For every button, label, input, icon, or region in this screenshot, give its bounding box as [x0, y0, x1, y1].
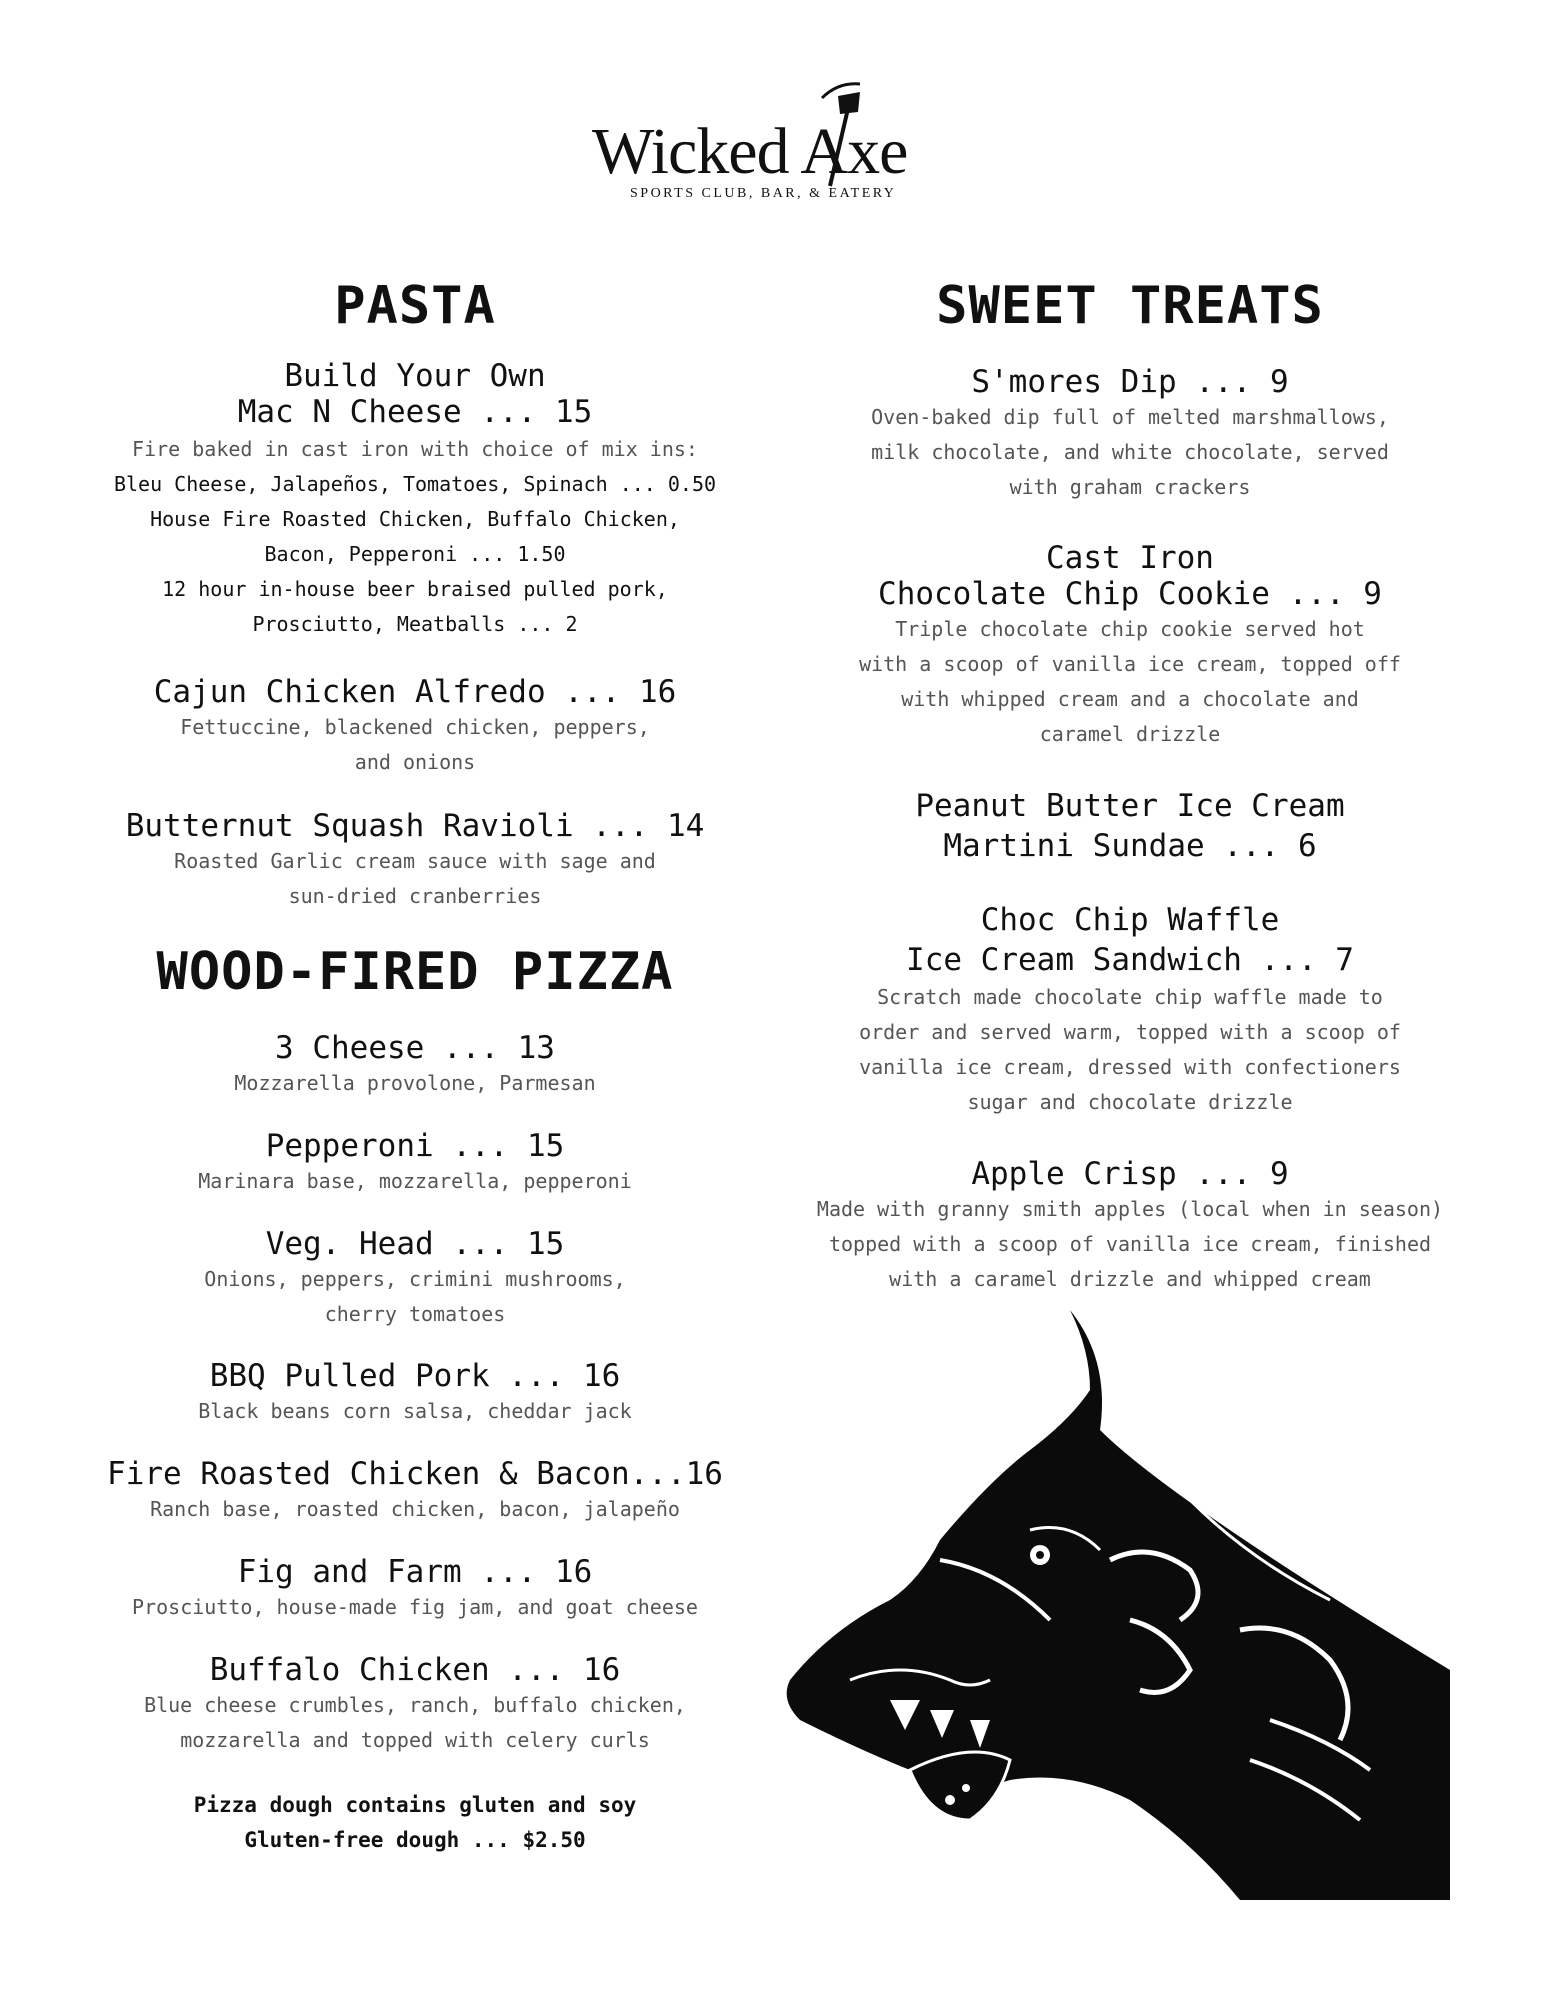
item-name: BBQ Pulled Pork ... 16	[209, 1358, 621, 1394]
gluten-free-note: Gluten-free dough ... $2.50	[244, 1828, 586, 1852]
mixin-line: Bleu Cheese, Jalapeños, Tomatoes, Spinach ... 0.50	[113, 472, 717, 496]
menu-item	[790, 540, 1470, 752]
item-desc: Oven-baked dip full of melted marshmallows, milk chocolate, and white chocolate, served with graham crackers	[871, 405, 1389, 499]
item-name: Veg. Head ... 15	[265, 1226, 565, 1262]
sweets-title: SWEET TREATS	[936, 276, 1324, 336]
item-name: Fig and Farm ... 16	[237, 1554, 593, 1590]
item-desc: Scratch made chocolate chip waffle made to order and served warm, topped with a scoop of vanilla ice cream, dressed with confectioners sugar and chocolate drizzle	[859, 985, 1401, 1114]
gluten-note: Pizza dough contains gluten and soy	[193, 1793, 637, 1817]
item-name: Cajun Chicken Alfredo ... 16	[153, 674, 677, 710]
item-desc: Made with granny smith apples (local when in season) topped with a scoop of vanilla ice cream, finished with a caramel drizzle and whipped cream	[816, 1197, 1444, 1291]
pasta-title: PASTA	[334, 276, 496, 336]
pizza-title: WOOD-FIRED PIZZA	[156, 942, 674, 1002]
mixin-line: Bacon, Pepperoni ... 1.50	[264, 542, 566, 566]
mixins-list	[70, 467, 760, 642]
mixin-line: House Fire Roasted Chicken, Buffalo Chicken,	[150, 507, 680, 531]
dragon-illustration	[770, 1300, 1450, 1900]
item-name: Fire Roasted Chicken & Bacon...16	[107, 1456, 723, 1492]
item-desc: Onions, peppers, crimini mushrooms, cherry tomatoes	[204, 1267, 626, 1326]
menu-item	[790, 364, 1470, 505]
item-name: 3 Cheese ... 13	[275, 1030, 555, 1066]
item-name: Build Your Own Mac N Cheese ... 15	[237, 358, 593, 430]
item-name: S'mores Dip ... 9	[971, 364, 1289, 400]
menu-item	[70, 808, 760, 914]
item-name: Pepperoni ... 15	[265, 1128, 565, 1164]
item-name: Choc Chip Waffle Ice Cream Sandwich ... 7	[906, 902, 1354, 978]
brand-logo	[580, 78, 980, 218]
item-name: Cast Iron Chocolate Chip Cookie ... 9	[878, 540, 1382, 612]
menu-item-mac-n-cheese	[70, 358, 760, 642]
item-desc: Fire baked in cast iron with choice of mix ins:	[132, 437, 698, 461]
brand-name: Wicked Axe	[592, 115, 908, 188]
menu-item	[70, 1128, 760, 1199]
menu-item	[70, 1456, 760, 1527]
menu-item	[790, 1156, 1470, 1297]
dragon-head-icon	[787, 1310, 1450, 1900]
menu-item	[790, 900, 1470, 1120]
item-name: Peanut Butter Ice Cream Martini Sundae ... 6	[915, 788, 1345, 864]
item-desc: Marinara base, mozzarella, pepperoni	[198, 1169, 632, 1193]
item-desc: Mozzarella provolone, Parmesan	[234, 1071, 596, 1095]
mixin-line: 12 hour in-house beer braised pulled pork,	[162, 577, 668, 601]
mixin-line: Prosciutto, Meatballs ... 2	[252, 612, 578, 636]
menu-item	[70, 1358, 760, 1429]
item-desc: Fettuccine, blackened chicken, peppers, and onions	[180, 715, 650, 774]
item-desc: Roasted Garlic cream sauce with sage and sun-dried cranberries	[174, 849, 656, 908]
item-desc: Blue cheese crumbles, ranch, buffalo chicken, mozzarella and topped with celery curls	[144, 1693, 686, 1752]
item-desc: Black beans corn salsa, cheddar jack	[198, 1399, 632, 1423]
menu-item	[70, 1030, 760, 1101]
item-desc: Prosciutto, house-made fig jam, and goat cheese	[132, 1595, 698, 1619]
menu-item	[70, 674, 760, 780]
menu-item	[70, 1652, 760, 1758]
menu-item	[790, 786, 1470, 866]
item-name: Butternut Squash Ravioli ... 14	[125, 808, 705, 844]
item-name: Apple Crisp ... 9	[971, 1156, 1289, 1192]
item-desc: Triple chocolate chip cookie served hot with a scoop of vanilla ice cream, topped off with whipped cream and a chocolate and caramel drizzle	[859, 617, 1401, 746]
menu-item	[70, 1226, 760, 1332]
item-name: Buffalo Chicken ... 16	[209, 1652, 621, 1688]
pizza-notes	[70, 1788, 760, 1858]
menu-item	[70, 1554, 760, 1625]
item-desc: Ranch base, roasted chicken, bacon, jalapeño	[150, 1497, 680, 1521]
brand-tagline: SPORTS CLUB, BAR, & EATERY	[630, 186, 897, 201]
